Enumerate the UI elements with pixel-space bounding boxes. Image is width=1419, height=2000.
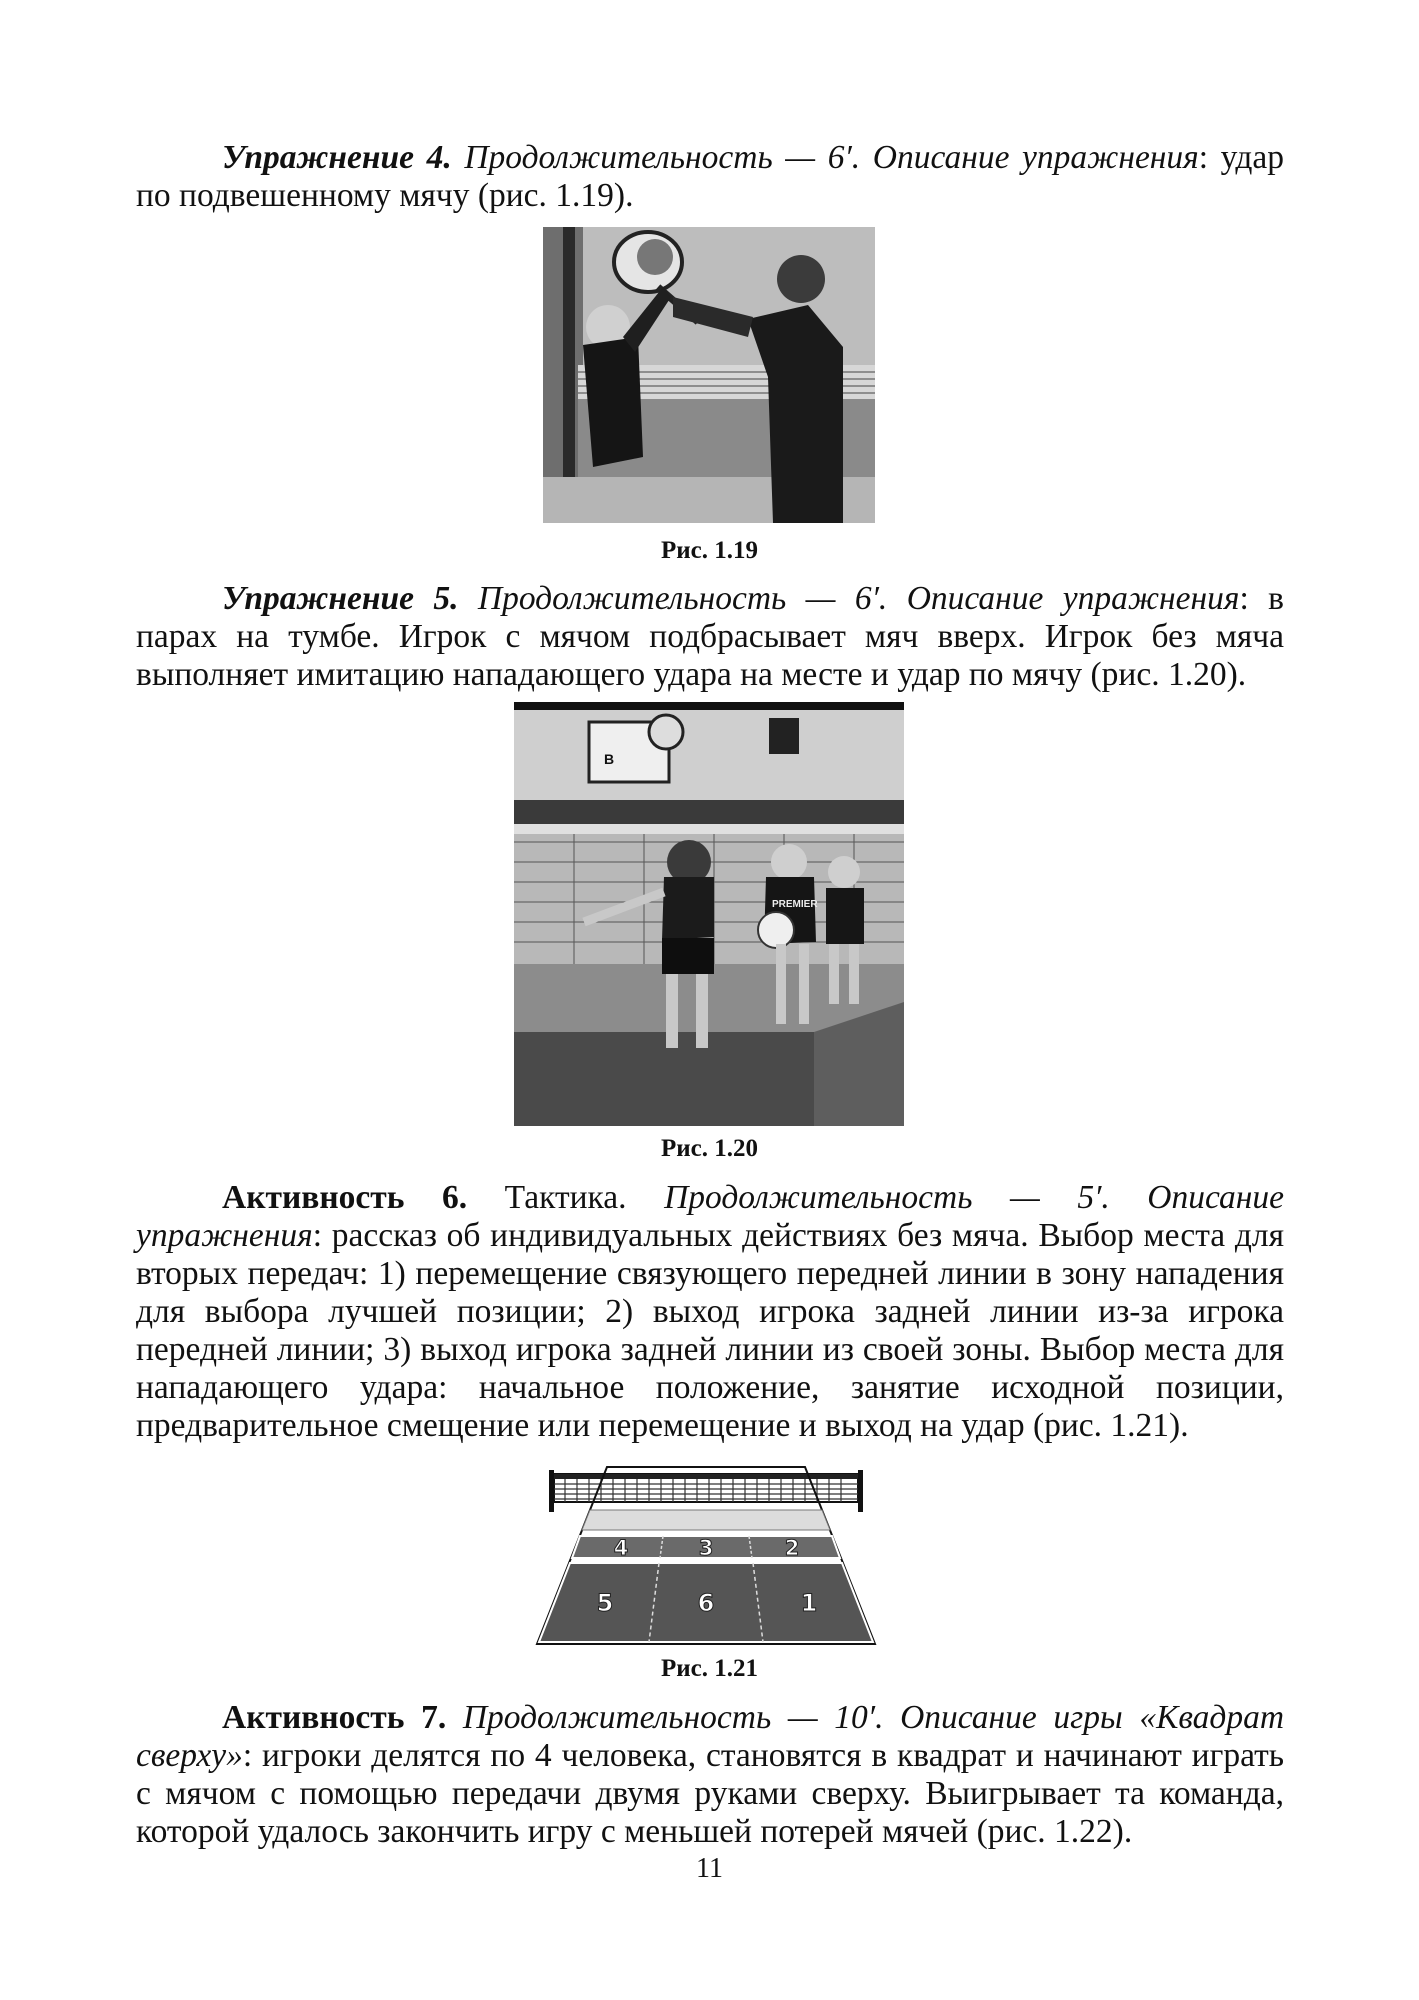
activity-6-paragraph — [136, 1179, 1284, 1445]
activity-7-text: : игроки делятся по 4 человека, становятся в квадрат и начинают играть с мячом с помощью передачи двумя руками сверху. Выигрывает та команда, которой удалось закончить игру с меньшей потерей мячей (рис. 1.22). — [136, 1737, 1284, 1850]
backboard-letter: B — [604, 751, 615, 767]
figure-1-19-caption: Рис. 1.19 — [660, 537, 759, 564]
exercise-5-text: : в парах на тумбе. Игрок с мячом подбрасывает мяч вверх. Игрок без мяча выполняет имитацию нападающего удара на месте и удар по мячу (рис. 1.20). — [136, 580, 1284, 693]
shirt-text: PREMIER — [772, 899, 818, 910]
zone-1-label: 1 — [800, 1589, 818, 1617]
activity-6-duration: Продолжительность — 5′. Описание упражнения — [136, 1179, 1284, 1254]
exercise-4-duration: Продолжительность — 6′. Описание упражнения — [464, 139, 1199, 176]
exercise-4-title: Упражнение 4. — [222, 139, 452, 176]
activity-7-title: Активность 7. — [222, 1699, 447, 1736]
figure-1-20-caption: Рис. 1.20 — [660, 1135, 759, 1162]
zone-5-label: 5 — [596, 1589, 614, 1617]
zone-6-label: 6 — [697, 1589, 715, 1617]
exercise-4-paragraph — [136, 139, 1284, 215]
activity-6-text: : рассказ об индивидуальных действиях без мяча. Выбор места для вторых передач: 1) перемещение связующего передней линии в зону нападения для выбора лучшей позиции; 2) выход игрока задней линии из-за игрока передней линии; 3) выход игрока задней линии из своей зоны. Выбор места для нападающего удара: начальное положение, занятие исходной позиции, предварительное смещение или перемещение и выход на удар (рис. 1.21). — [136, 1217, 1284, 1444]
zone-2-label: 2 — [784, 1536, 800, 1560]
figure-1-20-photo — [514, 702, 904, 1126]
activity-7-duration: Продолжительность — 10′. Описание игры «Квадрат сверху» — [136, 1699, 1285, 1774]
activity-6-topic: Тактика. — [467, 1179, 665, 1216]
figure-1-19-photo — [543, 227, 875, 523]
page-number: 11 — [696, 1853, 723, 1884]
figure-1-21-svg — [535, 1462, 881, 1648]
exercise-5-paragraph — [136, 580, 1284, 694]
exercise-5-duration: Продолжительность — 6′. Описание упражнения — [477, 580, 1240, 617]
figure-1-21-caption: Рис. 1.21 — [660, 1655, 759, 1682]
figure-1-21-court-diagram — [535, 1462, 881, 1648]
figure-1-20-svg — [514, 702, 904, 1126]
zone-3-label: 3 — [698, 1536, 714, 1560]
figure-1-19-svg — [543, 227, 875, 523]
exercise-4-text: : удар по подвешенному мячу (рис. 1.19). — [136, 139, 1284, 214]
activity-6-title: Активность 6. — [222, 1179, 468, 1216]
exercise-5-title: Упражнение 5. — [222, 580, 459, 617]
zone-4-label: 4 — [613, 1536, 629, 1560]
activity-7-paragraph — [136, 1699, 1284, 1851]
